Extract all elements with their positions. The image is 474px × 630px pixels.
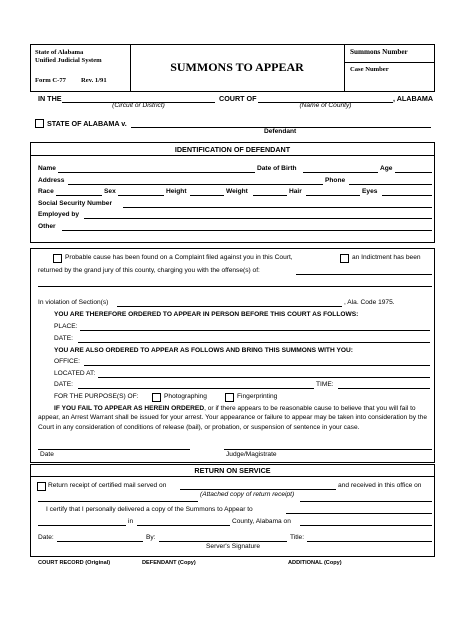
fingerprinting-checkbox[interactable] [225,393,234,402]
race-label: Race [38,188,54,195]
by-label: By: [146,534,156,541]
circuit-or-district-caption: (Circuit or District) [112,102,165,109]
warning-rest: , or if there appears to be reasonable cause to believe that you will fail to appear, an Arrest Warrant shall be issued for your arrest. Your appearance or failure to appear may be taken into consideration by the Court in any consideration of conditions of release (bail), or probation, or suspension of sentence in your case. [38,405,428,431]
judge-signature-field[interactable] [224,449,432,450]
phone-label: Phone [325,177,346,184]
alabama-label: , ALABAMA [393,94,434,103]
receipt-checkbox[interactable] [37,482,46,491]
defendant-caption: Defendant [264,128,297,135]
case-number-label: Case Number [350,66,389,73]
state-v-label: STATE OF ALABAMA v. [47,119,127,128]
located-at-label: LOCATED AT: [54,370,96,377]
revision: Rev. 1/91 [81,77,107,84]
offense-field[interactable] [296,274,432,275]
photographing-label: Photographing [164,393,207,400]
header-divider-right [344,44,345,92]
sex-label: Sex [104,188,116,195]
height-field[interactable] [190,195,224,196]
date-signature-field[interactable] [38,449,190,450]
returned-text: returned by the grand jury of this county, charging you with the offense(s) of: [38,267,260,274]
in-label: in [128,518,134,525]
service-date-label: Date: [38,534,54,541]
office-label: OFFICE: [54,358,81,365]
office-field[interactable] [84,365,430,366]
form-number: Form C-77 [35,77,66,84]
additional-copy: ADDITIONAL (Copy) [288,560,342,566]
indictment-checkbox[interactable] [340,254,349,263]
server-signature-field[interactable] [159,541,287,542]
employed-by-field[interactable] [84,218,432,219]
hair-label: Hair [289,188,302,195]
weight-label: Weight [226,188,248,195]
race-field[interactable] [56,195,102,196]
age-label: Age [380,165,393,172]
dob-label: Date of Birth [257,165,297,172]
address-label: Address [38,177,65,184]
other-field[interactable] [62,230,432,231]
offense-field-2[interactable] [38,286,432,287]
warning-lead: IF YOU FAIL TO APPEAR AS HEREIN ORDERED [54,405,205,412]
server-title-field[interactable] [307,541,432,542]
state-label: State of Alabama [35,49,84,56]
service-heading: RETURN ON SERVICE [194,466,271,475]
court-record-copy: COURT RECORD (Original) [38,560,111,566]
phone-field[interactable] [349,184,432,185]
employed-by-label: Employed by [38,211,80,218]
name-label: Name [38,165,56,172]
county-alabama-label: County, Alabama on [232,518,291,525]
identification-heading: IDENTIFICATION OF DEFENDANT [174,145,291,154]
place-label: PLACE: [54,323,78,330]
judge-signature-caption: Judge/Magistrate [226,451,277,458]
date2-label: DATE: [54,381,73,388]
delivery-date-field[interactable] [300,525,432,526]
receipt-text: Return receipt of certified mail served on [48,482,167,489]
defendant-copy: DEFENDANT (Copy) [142,560,196,566]
hair-field[interactable] [306,195,360,196]
in-the-label: IN THE [38,94,62,103]
received-office-text: and received in this office on [338,482,422,489]
place-field[interactable] [80,330,430,331]
system-label: Unified Judicial System [35,57,102,64]
weight-field[interactable] [253,195,287,196]
eyes-label: Eyes [362,188,378,195]
summons-number-label: Summons Number [350,48,408,56]
court-of-label: COURT OF [219,94,257,103]
ssn-label: Social Security Number [38,200,113,207]
ordered-in-person-heading: YOU ARE THEREFORE ORDERED TO APPEAR IN PERSON BEFORE THIS COURT AS FOLLOWS: [54,311,359,318]
time-label: TIME: [316,381,334,388]
purposes-label: FOR THE PURPOSE(S) OF: [54,393,139,400]
service-date-field[interactable] [57,541,143,542]
name-field[interactable] [58,172,255,173]
county-name-caption: (Name of County) [299,102,352,109]
warning-paragraph [38,404,432,432]
form-title: SUMMONS TO APPEAR [170,60,304,74]
delivered-to-field[interactable] [286,513,432,514]
county-field[interactable] [137,525,230,526]
located-at-field[interactable] [98,377,430,378]
date1-label: DATE: [54,335,73,342]
attached-caption: (Attached copy of return receipt) [200,491,295,498]
eyes-field[interactable] [382,195,432,196]
state-v-checkbox[interactable] [35,119,44,128]
server-signature-caption: Server's Signature [206,543,261,550]
title-label: Title: [290,534,305,541]
delivered-place-field[interactable] [38,525,126,526]
ala-code-text: , Ala. Code 1975. [344,299,395,306]
header-divider-mid [344,62,435,63]
violation-field[interactable] [117,306,342,307]
indictment-text: an Indictment has been [352,254,421,261]
probable-cause-text: Probable cause has been found on a Complaint filed against you in this Court, [65,254,293,261]
certify-text: I certify that I personally delivered a copy of the Summons to Appear to [46,506,253,513]
address-field[interactable] [68,184,323,185]
ordered-also-heading: YOU ARE ALSO ORDERED TO APPEAR AS FOLLOWS AND BRING THIS SUMMONS WITH YOU: [54,347,353,354]
date2-field[interactable] [78,388,314,389]
dob-field[interactable] [303,172,378,173]
probable-cause-checkbox[interactable] [53,254,62,263]
fingerprinting-label: Fingerprinting [237,393,278,400]
violation-label: In violation of Section(s) [38,299,109,306]
time-field[interactable] [338,388,430,389]
height-label: Height [166,188,187,195]
date1-field[interactable] [78,342,430,343]
received-date-field-2[interactable] [300,501,432,502]
ssn-field[interactable] [123,207,432,208]
other-label: Other [38,223,56,230]
age-field[interactable] [395,172,432,173]
date-signature-caption: Date [40,451,54,458]
sex-field[interactable] [118,195,164,196]
photographing-checkbox[interactable] [152,393,161,402]
served-on-field[interactable] [180,489,336,490]
received-date-field[interactable] [38,501,198,502]
